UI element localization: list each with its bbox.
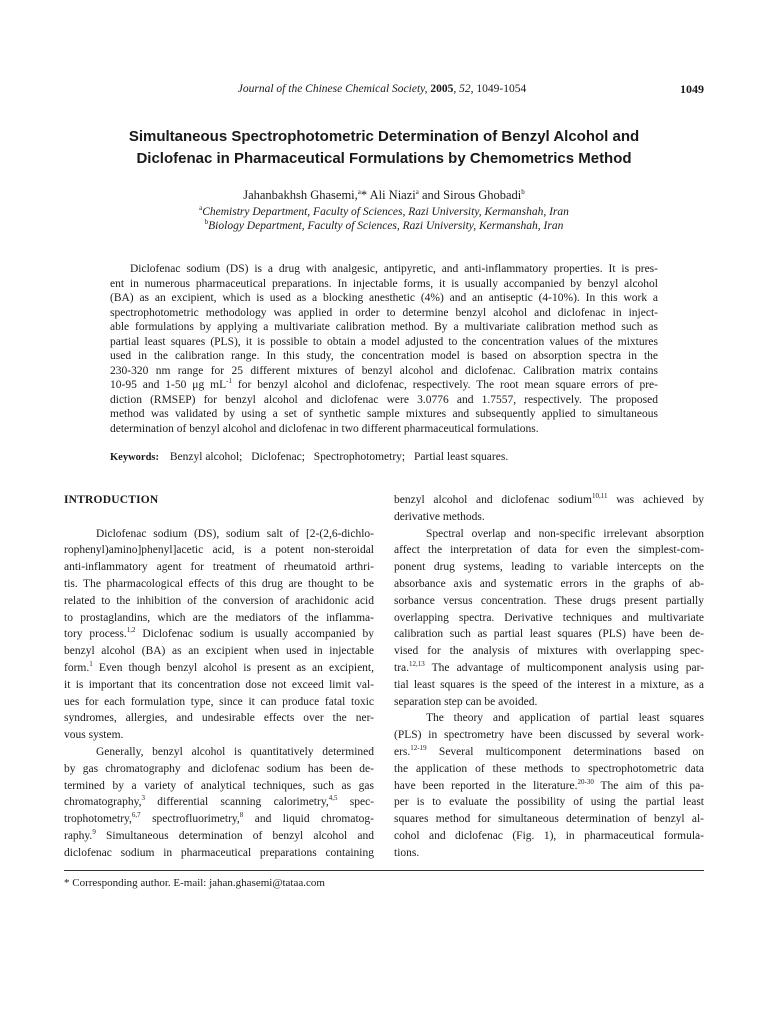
abstract-line: method was validated by using a set of synthetic sample mixtures and subsequently applied to simultaneous xyxy=(110,408,658,420)
author-3: Sirous Ghobadi xyxy=(443,188,522,202)
footnote-rule xyxy=(64,870,704,871)
journal-year: 2005 xyxy=(430,83,454,95)
body-text: have been reported in the literature. xyxy=(394,779,578,792)
title-line-2: Diclofenac in Pharmaceutical Formulations by Chemometrics Method xyxy=(136,150,632,167)
body-line: Spectral overlap and non-specific irrelevant absorption xyxy=(426,527,704,540)
keyword: Benzyl alcohol; xyxy=(169,451,243,463)
citation-ref: 1 xyxy=(89,659,93,668)
body-line: sorbance versus concentration. These drugs present partially xyxy=(394,594,704,607)
body-line: termined by a variety of analytical techniques, such as gas xyxy=(64,779,374,792)
body-text: Diclofenac sodium is usually accompanied by xyxy=(135,628,375,641)
left-column xyxy=(64,492,374,862)
author-list xyxy=(84,188,684,203)
body-line: The theory and application of partial least squares xyxy=(426,712,704,725)
abstract-line: diction (RMSEP) for benzyl alcohol and diclofenac were 3.0776 and 1.7557, respectively. The proposed xyxy=(110,393,658,406)
body-text: tory process. xyxy=(64,628,127,641)
journal-volume: 52 xyxy=(459,83,471,95)
abstract-line xyxy=(110,378,658,393)
body-line xyxy=(394,492,704,509)
body-line: separation step can be avoided. xyxy=(394,695,538,708)
affiliation-a-mark: a xyxy=(199,204,203,212)
corresponding-mark: * xyxy=(360,188,368,202)
journal-name: Journal of the Chinese Chemical Society xyxy=(237,83,425,95)
body-line: it is important that its concentration dose not exceed limit val- xyxy=(64,678,374,691)
affiliations xyxy=(84,205,684,233)
abstract-line: determination of benzyl alcohol and diclofenac in two different pharmaceutical formulations. xyxy=(110,422,539,435)
citation-ref: 4,5 xyxy=(328,794,338,803)
body-line: per is to evaluate the possibility of using the partial least xyxy=(394,796,704,809)
corresponding-author-footnote: * Corresponding author. E-mail: jahan.ghasemi@tataa.com xyxy=(64,877,325,889)
body-line xyxy=(64,794,374,811)
body-line: syndromes, allergies, and undesirable effects over the ner- xyxy=(64,712,374,725)
body-text: Several multicomponent determinations based on xyxy=(426,745,704,758)
article-title xyxy=(84,126,684,170)
body-line xyxy=(394,660,704,677)
body-line: vised for the analysis of mixtures with overlapping spec- xyxy=(394,645,704,658)
body-line xyxy=(64,626,374,643)
citation-ref: 12-19 xyxy=(410,743,427,752)
affiliation-b-mark: b xyxy=(204,218,209,226)
body-line: absorbance axis and systematic errors in the graphs of ab- xyxy=(394,577,704,590)
citation-ref: 12,13 xyxy=(409,659,425,668)
citation-ref: 3 xyxy=(141,794,145,803)
citation-ref: 20-30 xyxy=(577,777,594,786)
body-line xyxy=(394,778,704,795)
body-line xyxy=(394,744,704,761)
title-line-1: Simultaneous Spectrophotometric Determination of Benzyl Alcohol and xyxy=(128,128,640,145)
body-line: anti-inflammatory agent for treatment of rheumatoid arthri- xyxy=(64,561,374,574)
abstract xyxy=(110,262,658,436)
body-text: differential scanning calorimetry, xyxy=(145,796,329,809)
author-2: Ali Niazi xyxy=(369,188,416,202)
author-separator: and xyxy=(421,188,441,202)
body-line: tions. xyxy=(394,846,420,859)
body-line xyxy=(64,660,374,677)
body-line: diclofenac sodium in pharmaceutical preparations containing xyxy=(64,846,374,859)
keywords-label: Keywords: xyxy=(110,452,159,463)
body-line: tis. The pharmacological effects of this drug are thought to be xyxy=(64,577,374,590)
abstract-text: 10-95 and 1-50 μg mL xyxy=(110,379,227,391)
body-line: Diclofenac sodium (DS), sodium salt of [2-(2,6-dichlo- xyxy=(96,527,374,540)
author-1: Jahanbakhsh Ghasemi, xyxy=(243,188,358,202)
body-text: spec- xyxy=(337,796,375,809)
body-line: (PLS) in spectrometry have been discussed by several work- xyxy=(394,729,704,742)
body-line: ponent drug systems, leading to variable intercepts on the xyxy=(394,561,704,574)
citation-ref: 10,11 xyxy=(591,492,608,500)
author-2-affil: a xyxy=(415,188,419,196)
abstract-line: partial least squares (PLS), it is possible to obtain a model adjusted to the concentration values of the mixtures xyxy=(110,335,658,348)
body-line: rophenyl)amino]phenyl]acetic acid, is a potent non-steroidal xyxy=(64,544,374,557)
keyword: Spectrophotometry; xyxy=(313,451,406,463)
abstract-line: 230-320 nm range for 25 different mixtures of benzyl alcohol and diclofenac. Calibration matrix contains xyxy=(110,364,658,377)
author-1-affil: a xyxy=(357,188,361,196)
body-text: raphy. xyxy=(64,829,93,842)
body-line: overlapping spectra. Derivative techniques and multivariate xyxy=(394,611,704,624)
keyword: Diclofenac; xyxy=(251,451,305,463)
body-line: squares method for simultaneous determination of benzyl al- xyxy=(394,813,704,826)
abstract-line: spectrophotometric methodology was applied in order to determine benzyl alcohol and diclofenac in inject- xyxy=(110,306,658,319)
body-line: ues for each formulation type, since it can produce fatal toxic xyxy=(64,695,374,708)
keywords xyxy=(110,450,658,465)
body-text: chromatography, xyxy=(64,796,142,809)
body-line: calibration such as partial least squares (PLS) have been de- xyxy=(394,628,704,641)
body-text: The advantage of multicomponent analysis using par- xyxy=(424,661,704,674)
citation-ref: 6,7 xyxy=(131,811,141,820)
page-number: 1049 xyxy=(680,82,704,96)
body-line: to prostaglandins, which are the mediators of the inflamma- xyxy=(64,611,374,624)
author-3-affil: b xyxy=(521,188,525,196)
body-text: spectrofluorimetry, xyxy=(140,813,240,826)
body-text: benzyl alcohol and diclofenac sodium xyxy=(394,494,592,506)
body-text: was achieved by xyxy=(607,494,705,506)
citation-ref: 8 xyxy=(239,811,244,820)
affiliation-b xyxy=(84,219,684,233)
body-line: affect the interpretation of data for even the simplest-com- xyxy=(394,544,704,557)
body-text: tra. xyxy=(394,661,410,674)
right-column xyxy=(394,492,704,862)
body-line: benzyl alcohol (BA) as an excipient when used in injectable xyxy=(64,645,374,658)
body-line: cohol and diclofenac (Fig. 1), in pharmaceutical formula- xyxy=(394,829,704,842)
journal-pages: 1049-1054 xyxy=(476,83,527,95)
running-head: Journal of the Chinese Chemical Society, 2005, 52, 1049-1054 xyxy=(237,83,527,95)
heading-spacer xyxy=(64,509,374,526)
body-line: by gas chromatography and diclofenac sodium has been de- xyxy=(64,762,374,775)
body-line: tial least squares is the speed of the interest in a mixture, as a xyxy=(394,678,704,691)
body-text: form. xyxy=(64,661,90,674)
abstract-line: Diclofenac sodium (DS) is a drug with analgesic, antipyretic, and anti-inflammatory properties. It is pres- xyxy=(130,263,658,275)
keyword: Partial least squares. xyxy=(413,451,509,463)
body-line xyxy=(64,828,374,845)
abstract-line: (BA) as an excipient, which is used as a blocking anesthetic (4%) and an antiseptic (4-10%). In this work a xyxy=(110,292,658,304)
affiliation-b-text: Biology Department, Faculty of Sciences, Razi University, Kermanshah, Iran xyxy=(208,220,564,232)
body-line: the application of these methods to spectrophotometric data xyxy=(394,762,704,775)
affiliation-a xyxy=(84,205,684,219)
body-line: Generally, benzyl alcohol is quantitatively determined xyxy=(96,745,374,758)
section-heading-introduction: INTRODUCTION xyxy=(64,494,159,506)
abstract-line: able formulations by applying a multivariate calibration method. By a multivariate calibration method such as xyxy=(110,321,658,333)
body-line: derivative methods. xyxy=(394,510,485,523)
body-text: trophotometry, xyxy=(64,813,132,826)
body-text: Simultaneous determination of benzyl alcohol and xyxy=(95,829,374,842)
affiliation-a-text: Chemistry Department, Faculty of Sciences, Razi University, Kermanshah, Iran xyxy=(202,206,569,218)
citation-ref: 9 xyxy=(92,827,96,836)
body-text: The aim of this pa- xyxy=(593,779,704,792)
body-text: ers. xyxy=(394,745,411,758)
body-text: and liquid chromatog- xyxy=(243,813,374,826)
citation-ref: 1,2 xyxy=(126,626,136,635)
body-text: Even though benzyl alcohol is present as an excipient, xyxy=(92,661,374,674)
unit-exponent: -1 xyxy=(226,377,232,385)
abstract-line: ent in numerous pharmaceutical preparations. In injectable forms, it is usually accompanied by benzyl alcohol xyxy=(110,277,658,290)
body-line: vous system. xyxy=(64,729,124,742)
abstract-line: used in the calibration range. In this study, the concentration model is based on absorption spectra in the xyxy=(110,350,658,362)
body-line: related to the inhibition of the conversion of arachidonic acid xyxy=(64,594,374,607)
body-line xyxy=(64,811,374,828)
abstract-text: for benzyl alcohol and diclofenac, respectively. The root mean square errors of pre- xyxy=(231,379,658,391)
